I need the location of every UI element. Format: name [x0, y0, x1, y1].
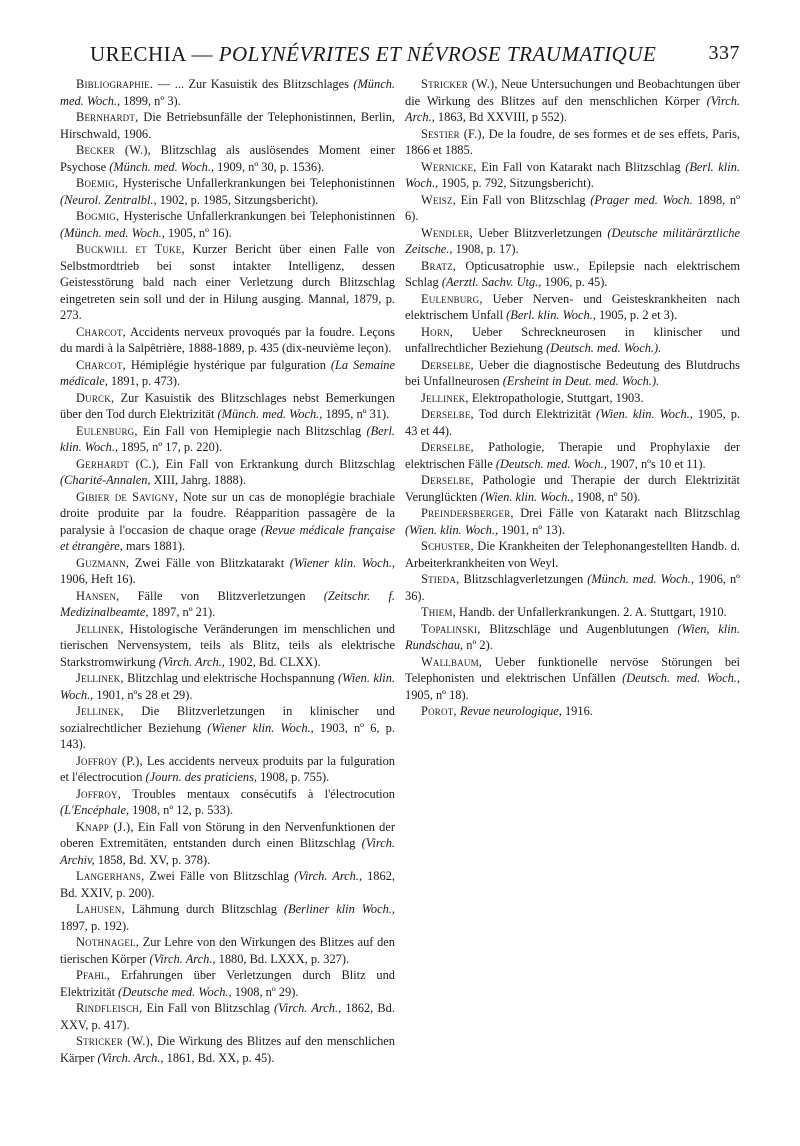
entry-tail: 1862, Bd. XXIV, p. 200). [60, 869, 395, 900]
entry-text: Pathologie, Therapie und Prophylaxie der elektrischen Fälle [405, 440, 740, 471]
bibliography-entry [405, 505, 740, 538]
bibliography-entry [60, 76, 395, 109]
entry-text: Pathologie und Therapie der durch Elektrizität Verunglückten [405, 473, 740, 504]
running-header [80, 34, 740, 74]
entry-text: Erfahrungen über Verletzungen durch Blitz und Elektrizität [60, 968, 395, 999]
entry-tail: 1862, Bd. XXV, p. 417). [60, 1001, 395, 1032]
entry-source: (Deutsch. med. Woch.). [546, 341, 662, 355]
entry-tail: 1906, p. 45). [541, 275, 608, 289]
entry-tail: 1902, Bd. CLXX). [224, 654, 321, 669]
bibliography-entry [60, 819, 395, 869]
entry-tail: 1908, p. 17). [452, 242, 519, 256]
bibliography-entry [405, 225, 740, 258]
entry-author: Weisz, [421, 192, 456, 207]
entry-author: Eulenburg, [76, 423, 138, 438]
entry-tail: 1861, Bd. XX, p. 45). [163, 1050, 275, 1065]
bibliography-entry [405, 406, 740, 439]
entry-author: Hansen, [76, 588, 120, 603]
entry-author: Charcot, [76, 357, 126, 372]
entry-author: Porot, [421, 704, 457, 718]
entry-text: Kurzer Bericht über einen Falle von Selbstmordtrieb bei sonst intakter Intelligenz, dessen Geistesstörung bald nach einer Verletzung durch Blitzschlag eingetreten sein soll und der in Hilung ausging. Mannal, 1879, p. 273. [60, 242, 395, 322]
entry-source: (Berl. klin. Woch., [60, 423, 395, 454]
entry-source: (Münch. med. Woch., [60, 77, 395, 108]
entry-author: Derselbe, [421, 357, 474, 372]
entry-source: (Neurol. Zentralbl., [60, 192, 157, 207]
entry-text: Blitzschlag als auslösendes Moment einer Psychose [60, 143, 395, 174]
entry-source: (Deutsche militärärztliche Zeitsche., [405, 225, 740, 256]
entry-source: (Virch. Arch., [274, 1001, 342, 1015]
bibliography-entry [60, 703, 395, 753]
bibliography-entry [60, 967, 395, 1000]
bibliography-entry [60, 868, 395, 901]
entry-source: (Revue médicale française et étrangère, [60, 522, 395, 553]
entry-text: Die Krankheiten der Telephonangestellten Handb. d. Arbeiterkrankheiten von Weyl. [405, 539, 740, 570]
entry-text: Troubles mentaux consécutifs à l'électrocution [121, 786, 395, 801]
entry-text: Fälle von Blitzverletzungen [119, 588, 324, 603]
entry-text: Zur Lehre von den Wirkungen des Blitzes auf den tierischen Körper [60, 935, 395, 966]
entry-text: Ein Fall von Störung in den Nervenfunktionen der oberen Extremitäten, entstanden durch einen Blitzschlag [60, 819, 395, 850]
entry-tail: 1901, nº 13). [498, 522, 565, 537]
entry-tail: 1858, Bd. XV, p. 378). [94, 852, 211, 867]
entry-source: (Deutsche med. Woch., [118, 984, 232, 999]
entry-text: Ein Fall von Blitzschlag [142, 1001, 275, 1015]
entry-text: De la foudre, de ses formes et de ses effets, Paris, 1866 et 1885. [405, 126, 740, 157]
header-separator: — [191, 42, 213, 66]
bibliography-entry [405, 258, 740, 291]
entry-author: Wendler, [421, 225, 473, 240]
entry-author: Jellinek, [76, 704, 124, 718]
entry-text: Ueber Schreckneurosen in klinischer und unfallrechtlicher Beziehung [405, 324, 740, 355]
entry-text: Elektropathologie, Stuttgart, 1903. [468, 390, 644, 405]
entry-author: Gerhardt (C.), [76, 456, 160, 471]
entry-tail: 1905, nº 16). [164, 225, 232, 240]
entry-tail: 1903, nº 6, p. 143). [60, 720, 395, 751]
entry-text: Blitzschläge und Augenblutungen [480, 621, 678, 636]
entry-text: Hysterische Unfallerkrankungen bei Telephonistinnen [118, 176, 395, 190]
entry-author: Horn, [421, 324, 454, 339]
entry-text: Drei Fälle von Katarakt nach Blitzschlag [513, 506, 740, 520]
bibliography-entry [60, 588, 395, 621]
entry-tail: 1902, p. 1985, Sitzungsbericht). [156, 192, 319, 207]
entry-text: Ein Fall von Blitzschlag [456, 192, 591, 207]
entry-author: Preindersberger, [421, 506, 514, 520]
entry-text: Zur Kasuistik des Blitzschlages nebst Bemerkungen über den Tod durch Elektrizität [60, 390, 395, 421]
entry-source: (Virch. Arch., [294, 869, 363, 883]
entry-text: Die Blitzverletzungen in klinischer und sozialrechtlicher Beziehung [60, 704, 395, 735]
entry-author: Knapp (J.), [76, 819, 134, 834]
entry-source: (Journ. des praticiens, [145, 770, 257, 784]
bibliography-entry [405, 472, 740, 505]
bibliography-entry [60, 390, 395, 423]
entry-author: Nothnagel, [76, 935, 140, 949]
entry-source: (Virch. Arch., [149, 951, 216, 966]
entry-text: Handb. der Unfallerkrankungen. 2. A. Stuttgart, 1910. [455, 605, 727, 619]
bibliography-entry [60, 489, 395, 555]
entry-tail: 1863, Bd XXVIII, p 552). [434, 110, 567, 124]
entry-author: Boemig, [76, 176, 119, 190]
entry-author: Guzmann, [76, 555, 130, 570]
entry-text: Les accidents nerveux produits par la fulguration et l'électrocution [60, 753, 395, 784]
entry-author: Jellinek, [76, 671, 124, 685]
bibliography-entry [60, 934, 395, 967]
entry-tail: XIII, Jahrg. 1888). [150, 473, 246, 487]
entry-author: Joffroy (P.), [76, 753, 143, 768]
entry-source: (Ersheint in Deut. med. Woch.). [502, 374, 660, 388]
entry-author: Durck, [76, 390, 115, 405]
entry-author: Charcot, [76, 324, 126, 339]
entry-text: Hysterische Unfallerkrankungen bei Telephonistinnen [119, 209, 395, 223]
entry-text: Ueber Nerven- und Geisteskrankheiten nach elektrischem Unfall [405, 291, 740, 322]
entry-tail: 1905, p. 792, Sitzungsbericht). [438, 176, 594, 190]
bibliography-entry [405, 357, 740, 390]
entry-text: Ein Fall von Katarakt nach Blitzschlag [476, 159, 686, 174]
entry-author: Sestier (F.), [421, 126, 486, 141]
entry-author: Thiem, [421, 605, 456, 619]
entry-author: Stricker (W.), [421, 77, 498, 91]
entry-tail: mars 1881). [122, 539, 186, 553]
bibliography-entry [60, 241, 395, 324]
bibliography-entry [405, 604, 740, 621]
bibliography-entry [60, 175, 395, 208]
bibliography-entry [405, 538, 740, 571]
entry-tail: 1895, nº 17, p. 220). [118, 440, 223, 454]
entry-author: Topalinski, [421, 621, 481, 636]
running-title [90, 42, 656, 67]
entry-text: Tod durch Elektrizität [473, 407, 596, 421]
bibliography-entry [405, 654, 740, 704]
entry-source: (Wien. klin. Woch., [60, 671, 395, 702]
entry-author: Rindfleisch, [76, 1001, 143, 1015]
entry-author: Joffroy, [76, 786, 122, 801]
entry-source: (Virch. Arch., [158, 654, 225, 669]
entry-source: (Deutsch. med. Woch., [622, 671, 741, 685]
entry-source: Revue neurologique, [459, 704, 562, 718]
entry-author: Bernhardt, [76, 110, 139, 124]
bibliography-column-left [60, 76, 395, 1066]
entry-tail: 1891, p. 473). [107, 374, 181, 388]
entry-text: Ueber Blitzverletzungen [472, 225, 608, 240]
entry-tail: 1908, nº 50). [573, 489, 641, 504]
entry-tail: 1908, nº 12, p. 533). [129, 803, 234, 817]
bibliography-entry [405, 571, 740, 604]
entry-text: Ueber die diagnostische Bedeutung des Blutdruchs bei Unfallneurosen [405, 357, 740, 388]
entry-text: Zwei Fälle von Blitzschlag [144, 869, 295, 883]
entry-text: Accidents nerveux provoqués par la foudre. Leçons du mardi à la Salpêtrière, 1888-1889, p. 435 (dix-neuvième leçon). [60, 324, 395, 355]
bibliography-entry [405, 126, 740, 159]
entry-source: (Wien, klin. Rundschau, [405, 621, 740, 652]
bibliography-entry [60, 753, 395, 786]
bibliography-entry [405, 76, 740, 126]
bibliography-entry [405, 324, 740, 357]
entry-tail: 1909, nº 30, p. 1536). [214, 159, 325, 174]
entry-tail: 1907, nºs 10 et 11). [606, 456, 706, 471]
entry-source: (Münch. med. Woch., [109, 159, 215, 174]
entry-source: (Deutsch. med. Woch., [495, 456, 607, 471]
bibliography-entry [60, 555, 395, 588]
entry-text: Zwei Fälle von Blitzkatarakt [129, 555, 290, 570]
bibliography-entry [60, 208, 395, 241]
entry-source: (Berl. klin. Woch., [506, 308, 596, 322]
bibliography-entry [60, 423, 395, 456]
bibliography-entry [60, 621, 395, 671]
entry-tail: 1895, nº 31). [322, 407, 390, 421]
entry-author: Stieda, [421, 572, 460, 586]
entry-author: Gibier de Savigny, [76, 489, 179, 504]
bibliography-entry [60, 357, 395, 390]
bibliography-entry [405, 390, 740, 407]
entry-text: Lähmung durch Blitzschlag [124, 902, 284, 916]
entry-tail: 1908, p. 755). [257, 770, 330, 784]
entry-text: Neue Untersuchungen und Beobachtungen über die Wirkung des Blitzes auf den menschlichen Körper [405, 77, 741, 108]
entry-author: Bratz, [421, 258, 457, 273]
bibliography-entry [60, 142, 395, 175]
bibliography-entry [60, 109, 395, 142]
entry-author: Wernicke, [421, 159, 477, 174]
bibliography-entry [60, 1000, 395, 1033]
entry-tail: 1916. [561, 704, 593, 718]
entry-text: Ein Fall von Erkrankung durch Blitzschlag [159, 456, 395, 471]
entry-source: (Münch. med. Woch., [587, 572, 694, 586]
entry-author: Bibliographie. — [76, 77, 171, 91]
bibliography-entry [405, 159, 740, 192]
entry-source: (La Semaine médicale, [60, 357, 395, 388]
entry-source: (Charité-Annalen, [60, 473, 151, 487]
entry-source: (Virch. Archiv, [60, 836, 395, 867]
entry-author: Derselbe, [421, 440, 474, 454]
entry-author: Becker (W.), [76, 143, 151, 157]
entry-source: (Virch. Arch., [97, 1050, 164, 1065]
entry-tail: 1905, p. 43 et 44). [405, 407, 740, 438]
entry-author: Langerhans, [76, 869, 145, 883]
bibliography-entry [405, 621, 740, 654]
page-number: 337 [708, 42, 740, 64]
entry-author: Stricker (W.), [76, 1034, 154, 1048]
entry-author: Derselbe, [421, 407, 474, 421]
entry-tail: 1908, nº 29). [231, 984, 299, 999]
entry-text: Opticusatrophie usw., Epilepsie nach elektrischem Schlag [405, 258, 740, 289]
header-author: URECHIA [90, 42, 186, 66]
entry-source: (Wien. klin. Woch., [595, 407, 693, 421]
entry-tail: 1899, nº 3). [120, 93, 181, 108]
entry-tail: 1898, nº 6). [405, 192, 740, 223]
entry-source: (L'Encéphale, [60, 803, 130, 817]
entry-text: Blitzchlag und elektrische Hochspannung [123, 671, 338, 685]
entry-source: (Prager med. Woch. [590, 192, 693, 207]
entry-tail: nº 2). [463, 638, 493, 652]
entry-author: Jellinek, [421, 390, 469, 405]
bibliography-entry [405, 291, 740, 324]
entry-source: (Wien. klin. Woch., [480, 489, 574, 504]
entry-tail: 1906, Heft 16). [60, 572, 136, 586]
entry-source: (Berliner klin Woch., [283, 902, 395, 916]
header-title: POLYNÉVRITES ET NÉVROSE TRAUMATIQUE [218, 42, 657, 66]
entry-text: Ueber funktionelle nervöse Störungen bei Telephonisten und elektrischen Unfällen [405, 654, 740, 685]
entry-tail: 1906, nº 36). [405, 572, 740, 603]
entry-tail: 1880, Bd. LXXX, p. 327). [215, 951, 350, 966]
entry-source: (Aerztl. Sachv. Utg., [441, 275, 542, 289]
entry-text: ... Zur Kasuistik des Blitzschlages [170, 77, 354, 91]
entry-tail: 1905, p. 2 et 3). [595, 308, 678, 322]
entry-author: Pfahl, [76, 968, 111, 982]
entry-author: Bogmig, [76, 209, 120, 223]
entry-author: Buckwill et Tuke, [76, 242, 185, 256]
entry-source: (Berl. klin. Woch., [405, 159, 740, 190]
entry-author: Jellinek, [76, 621, 124, 636]
bibliography-entry [405, 439, 740, 472]
entry-author: Schuster, [421, 539, 474, 553]
entry-author: Derselbe, [421, 473, 474, 487]
bibliography-entry [405, 192, 740, 225]
entry-author: Eulenburg, [421, 291, 483, 306]
entry-source: (Wien. klin. Woch., [405, 522, 499, 537]
entry-text: Hémiplégie hystérique par fulguration [125, 357, 331, 372]
bibliography-entry [60, 1033, 395, 1066]
entry-source: (Wiener klin. Woch., [289, 555, 395, 570]
entry-tail: 1901, nºs 28 et 29). [93, 687, 193, 702]
entry-tail: 1905, nº 18). [405, 687, 469, 702]
bibliography-entry [60, 456, 395, 489]
entry-text: Ein Fall von Hemiplegie nach Blitzschlag [137, 423, 367, 438]
bibliography-entry [60, 786, 395, 819]
entry-text: Note sur un cas de monoplégie brachiale droite produite par la foudre. Réapparition passagère de la paralysie à l'occasion de chaque orage [60, 489, 396, 537]
entry-text: Die Wirkung des Blitzes auf den menschlichen Kärper [60, 1034, 396, 1065]
entry-source: (Virch. Arch., [405, 93, 740, 124]
bibliography-entry [60, 324, 395, 357]
bibliography-entry [405, 703, 740, 720]
entry-source: (Zeitschr. f. Medizinalbeamte, [60, 588, 395, 619]
bibliography-entry [60, 670, 395, 703]
entry-source: (Münch. med. Woch., [217, 407, 323, 421]
bibliography-entry [60, 901, 395, 934]
entry-author: Lahusen, [76, 902, 125, 916]
entry-tail: 1897, p. 192). [60, 918, 130, 933]
bibliography-column-right [405, 76, 740, 720]
entry-author: Wallbaum, [421, 654, 483, 669]
entry-text: Die Betriebsunfälle der Telephonistinnen, Berlin, Hirschwald, 1906. [60, 110, 395, 141]
entry-source: (Wiener klin. Woch., [207, 720, 314, 735]
entry-text: Blitzschlagverletzungen [459, 572, 588, 586]
entry-source: (Münch. med. Woch., [60, 225, 165, 240]
entry-text: Histologische Veränderungen im menschlichen und tierischen Nervensystem, teils als Blitz, teils als elektrische Starkstromwirkung [60, 621, 395, 669]
entry-tail: 1897, nº 21). [148, 605, 216, 619]
